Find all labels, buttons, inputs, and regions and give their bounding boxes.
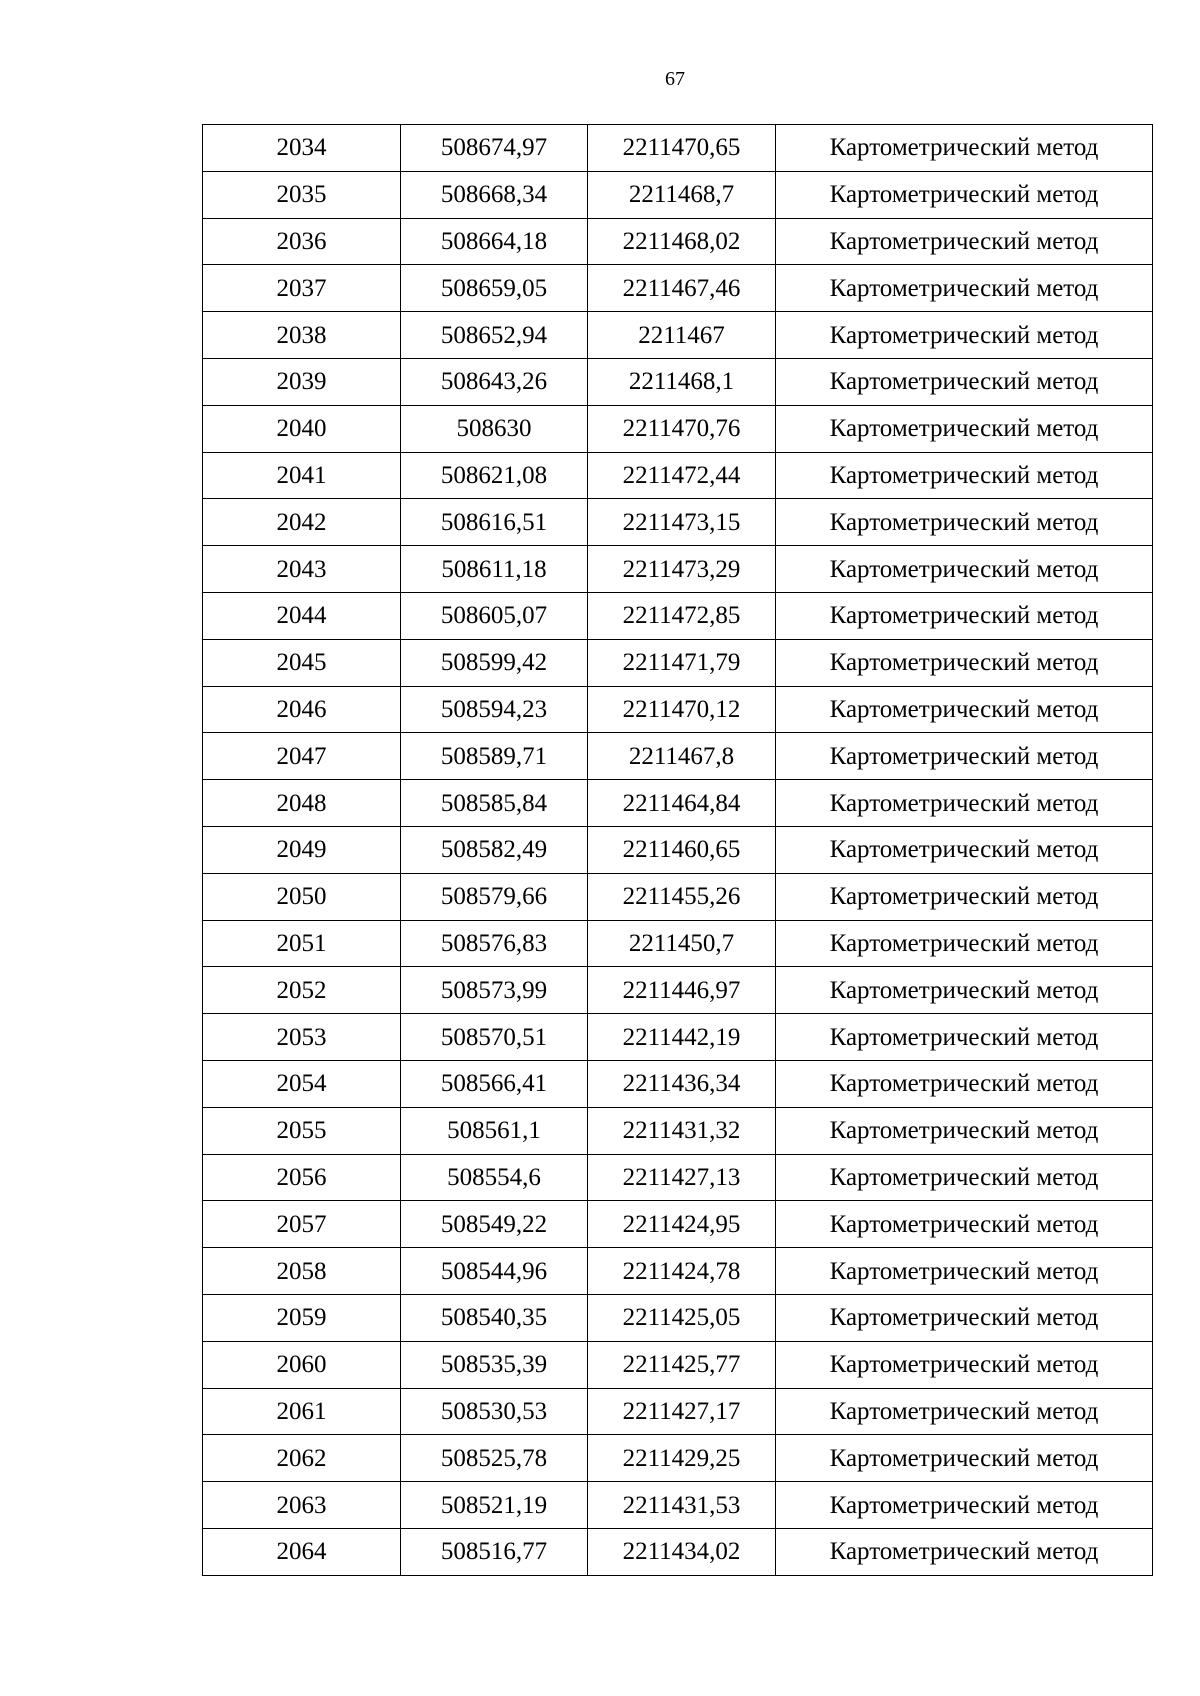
table-row [203, 125, 1153, 172]
x-coordinate-cell: 508566,41 [401, 1060, 588, 1107]
method-cell: Картометрический метод [776, 452, 1153, 499]
method-cell: Картометрический метод [776, 1154, 1153, 1201]
point-number-cell: 2044 [203, 592, 401, 639]
x-coordinate-cell: 508616,51 [401, 499, 588, 546]
table-row [203, 546, 1153, 593]
x-coordinate-cell: 508535,39 [401, 1341, 588, 1388]
x-coordinate-cell: 508544,96 [401, 1248, 588, 1295]
method-cell: Картометрический метод [776, 1060, 1153, 1107]
point-number-cell: 2059 [203, 1294, 401, 1341]
point-number-cell: 2053 [203, 1014, 401, 1061]
y-coordinate-cell: 2211470,12 [588, 686, 776, 733]
point-number-cell: 2061 [203, 1388, 401, 1435]
table-row [203, 1294, 1153, 1341]
table-row [203, 967, 1153, 1014]
method-cell: Картометрический метод [776, 1014, 1153, 1061]
method-cell: Картометрический метод [776, 358, 1153, 405]
x-coordinate-cell: 508573,99 [401, 967, 588, 1014]
y-coordinate-cell: 2211446,97 [588, 967, 776, 1014]
x-coordinate-cell: 508621,08 [401, 452, 588, 499]
point-number-cell: 2035 [203, 171, 401, 218]
table-row [203, 873, 1153, 920]
point-number-cell: 2062 [203, 1435, 401, 1482]
method-cell: Картометрический метод [776, 920, 1153, 967]
method-cell: Картометрический метод [776, 218, 1153, 265]
point-number-cell: 2050 [203, 873, 401, 920]
method-cell: Картометрический метод [776, 546, 1153, 593]
table-row [203, 312, 1153, 359]
point-number-cell: 2045 [203, 639, 401, 686]
point-number-cell: 2034 [203, 125, 401, 172]
method-cell: Картометрический метод [776, 499, 1153, 546]
table-row [203, 592, 1153, 639]
point-number-cell: 2040 [203, 405, 401, 452]
table-row [203, 1528, 1153, 1575]
y-coordinate-cell: 2211467 [588, 312, 776, 359]
point-number-cell: 2043 [203, 546, 401, 593]
point-number-cell: 2047 [203, 733, 401, 780]
table-row [203, 1341, 1153, 1388]
point-number-cell: 2064 [203, 1528, 401, 1575]
table-row [203, 780, 1153, 827]
method-cell: Картометрический метод [776, 592, 1153, 639]
y-coordinate-cell: 2211425,05 [588, 1294, 776, 1341]
y-coordinate-cell: 2211470,65 [588, 125, 776, 172]
x-coordinate-cell: 508585,84 [401, 780, 588, 827]
method-cell: Картометрический метод [776, 1107, 1153, 1154]
x-coordinate-cell: 508540,35 [401, 1294, 588, 1341]
y-coordinate-cell: 2211467,46 [588, 265, 776, 312]
method-cell: Картометрический метод [776, 826, 1153, 873]
x-coordinate-cell: 508643,26 [401, 358, 588, 405]
method-cell: Картометрический метод [776, 125, 1153, 172]
y-coordinate-cell: 2211434,02 [588, 1528, 776, 1575]
method-cell: Картометрический метод [776, 405, 1153, 452]
table-row [203, 499, 1153, 546]
table-row [203, 405, 1153, 452]
y-coordinate-cell: 2211431,53 [588, 1482, 776, 1529]
point-number-cell: 2057 [203, 1201, 401, 1248]
x-coordinate-cell: 508599,42 [401, 639, 588, 686]
x-coordinate-cell: 508611,18 [401, 546, 588, 593]
table-row [203, 1014, 1153, 1061]
method-cell: Картометрический метод [776, 1341, 1153, 1388]
table-row [203, 1248, 1153, 1295]
point-number-cell: 2051 [203, 920, 401, 967]
table-row [203, 1154, 1153, 1201]
table-row [203, 1201, 1153, 1248]
y-coordinate-cell: 2211431,32 [588, 1107, 776, 1154]
y-coordinate-cell: 2211473,15 [588, 499, 776, 546]
table-row [203, 265, 1153, 312]
point-number-cell: 2049 [203, 826, 401, 873]
y-coordinate-cell: 2211467,8 [588, 733, 776, 780]
x-coordinate-cell: 508659,05 [401, 265, 588, 312]
method-cell: Картометрический метод [776, 1435, 1153, 1482]
point-number-cell: 2039 [203, 358, 401, 405]
point-number-cell: 2056 [203, 1154, 401, 1201]
y-coordinate-cell: 2211464,84 [588, 780, 776, 827]
method-cell: Картометрический метод [776, 1201, 1153, 1248]
table-row [203, 358, 1153, 405]
y-coordinate-cell: 2211425,77 [588, 1341, 776, 1388]
table-row [203, 452, 1153, 499]
x-coordinate-cell: 508549,22 [401, 1201, 588, 1248]
x-coordinate-cell: 508525,78 [401, 1435, 588, 1482]
point-number-cell: 2037 [203, 265, 401, 312]
table-row [203, 171, 1153, 218]
point-number-cell: 2063 [203, 1482, 401, 1529]
method-cell: Картометрический метод [776, 733, 1153, 780]
table-row [203, 639, 1153, 686]
point-number-cell: 2038 [203, 312, 401, 359]
y-coordinate-cell: 2211460,65 [588, 826, 776, 873]
method-cell: Картометрический метод [776, 1528, 1153, 1575]
table-row [203, 733, 1153, 780]
y-coordinate-cell: 2211471,79 [588, 639, 776, 686]
x-coordinate-cell: 508579,66 [401, 873, 588, 920]
table-row [203, 826, 1153, 873]
y-coordinate-cell: 2211468,7 [588, 171, 776, 218]
point-number-cell: 2060 [203, 1341, 401, 1388]
y-coordinate-cell: 2211472,85 [588, 592, 776, 639]
y-coordinate-cell: 2211468,02 [588, 218, 776, 265]
method-cell: Картометрический метод [776, 686, 1153, 733]
point-number-cell: 2052 [203, 967, 401, 1014]
x-coordinate-cell: 508630 [401, 405, 588, 452]
table-row [203, 1435, 1153, 1482]
x-coordinate-cell: 508594,23 [401, 686, 588, 733]
point-number-cell: 2055 [203, 1107, 401, 1154]
x-coordinate-cell: 508674,97 [401, 125, 588, 172]
table-row [203, 1060, 1153, 1107]
method-cell: Картометрический метод [776, 1248, 1153, 1295]
y-coordinate-cell: 2211442,19 [588, 1014, 776, 1061]
x-coordinate-cell: 508605,07 [401, 592, 588, 639]
x-coordinate-cell: 508668,34 [401, 171, 588, 218]
x-coordinate-cell: 508582,49 [401, 826, 588, 873]
y-coordinate-cell: 2211429,25 [588, 1435, 776, 1482]
table-row [203, 1388, 1153, 1435]
method-cell: Картометрический метод [776, 967, 1153, 1014]
y-coordinate-cell: 2211427,17 [588, 1388, 776, 1435]
x-coordinate-cell: 508664,18 [401, 218, 588, 265]
point-number-cell: 2054 [203, 1060, 401, 1107]
point-number-cell: 2042 [203, 499, 401, 546]
method-cell: Картометрический метод [776, 1294, 1153, 1341]
x-coordinate-cell: 508516,77 [401, 1528, 588, 1575]
method-cell: Картометрический метод [776, 312, 1153, 359]
x-coordinate-cell: 508521,19 [401, 1482, 588, 1529]
method-cell: Картометрический метод [776, 780, 1153, 827]
y-coordinate-cell: 2211436,34 [588, 1060, 776, 1107]
point-number-cell: 2048 [203, 780, 401, 827]
point-number-cell: 2041 [203, 452, 401, 499]
x-coordinate-cell: 508589,71 [401, 733, 588, 780]
method-cell: Картометрический метод [776, 171, 1153, 218]
point-number-cell: 2036 [203, 218, 401, 265]
point-number-cell: 2046 [203, 686, 401, 733]
method-cell: Картометрический метод [776, 873, 1153, 920]
page-number: 67 [665, 68, 685, 90]
coordinates-table-body [203, 125, 1153, 1576]
y-coordinate-cell: 2211450,7 [588, 920, 776, 967]
method-cell: Картометрический метод [776, 1388, 1153, 1435]
x-coordinate-cell: 508570,51 [401, 1014, 588, 1061]
table-row [203, 1482, 1153, 1529]
y-coordinate-cell: 2211473,29 [588, 546, 776, 593]
method-cell: Картометрический метод [776, 1482, 1153, 1529]
method-cell: Картометрический метод [776, 265, 1153, 312]
table-row [203, 920, 1153, 967]
y-coordinate-cell: 2211427,13 [588, 1154, 776, 1201]
x-coordinate-cell: 508530,53 [401, 1388, 588, 1435]
x-coordinate-cell: 508554,6 [401, 1154, 588, 1201]
x-coordinate-cell: 508652,94 [401, 312, 588, 359]
x-coordinate-cell: 508561,1 [401, 1107, 588, 1154]
y-coordinate-cell: 2211468,1 [588, 358, 776, 405]
y-coordinate-cell: 2211470,76 [588, 405, 776, 452]
method-cell: Картометрический метод [776, 639, 1153, 686]
table-row [203, 1107, 1153, 1154]
table-row [203, 686, 1153, 733]
y-coordinate-cell: 2211455,26 [588, 873, 776, 920]
y-coordinate-cell: 2211424,95 [588, 1201, 776, 1248]
coordinates-table [202, 124, 1153, 1576]
y-coordinate-cell: 2211424,78 [588, 1248, 776, 1295]
point-number-cell: 2058 [203, 1248, 401, 1295]
x-coordinate-cell: 508576,83 [401, 920, 588, 967]
table-row [203, 218, 1153, 265]
y-coordinate-cell: 2211472,44 [588, 452, 776, 499]
